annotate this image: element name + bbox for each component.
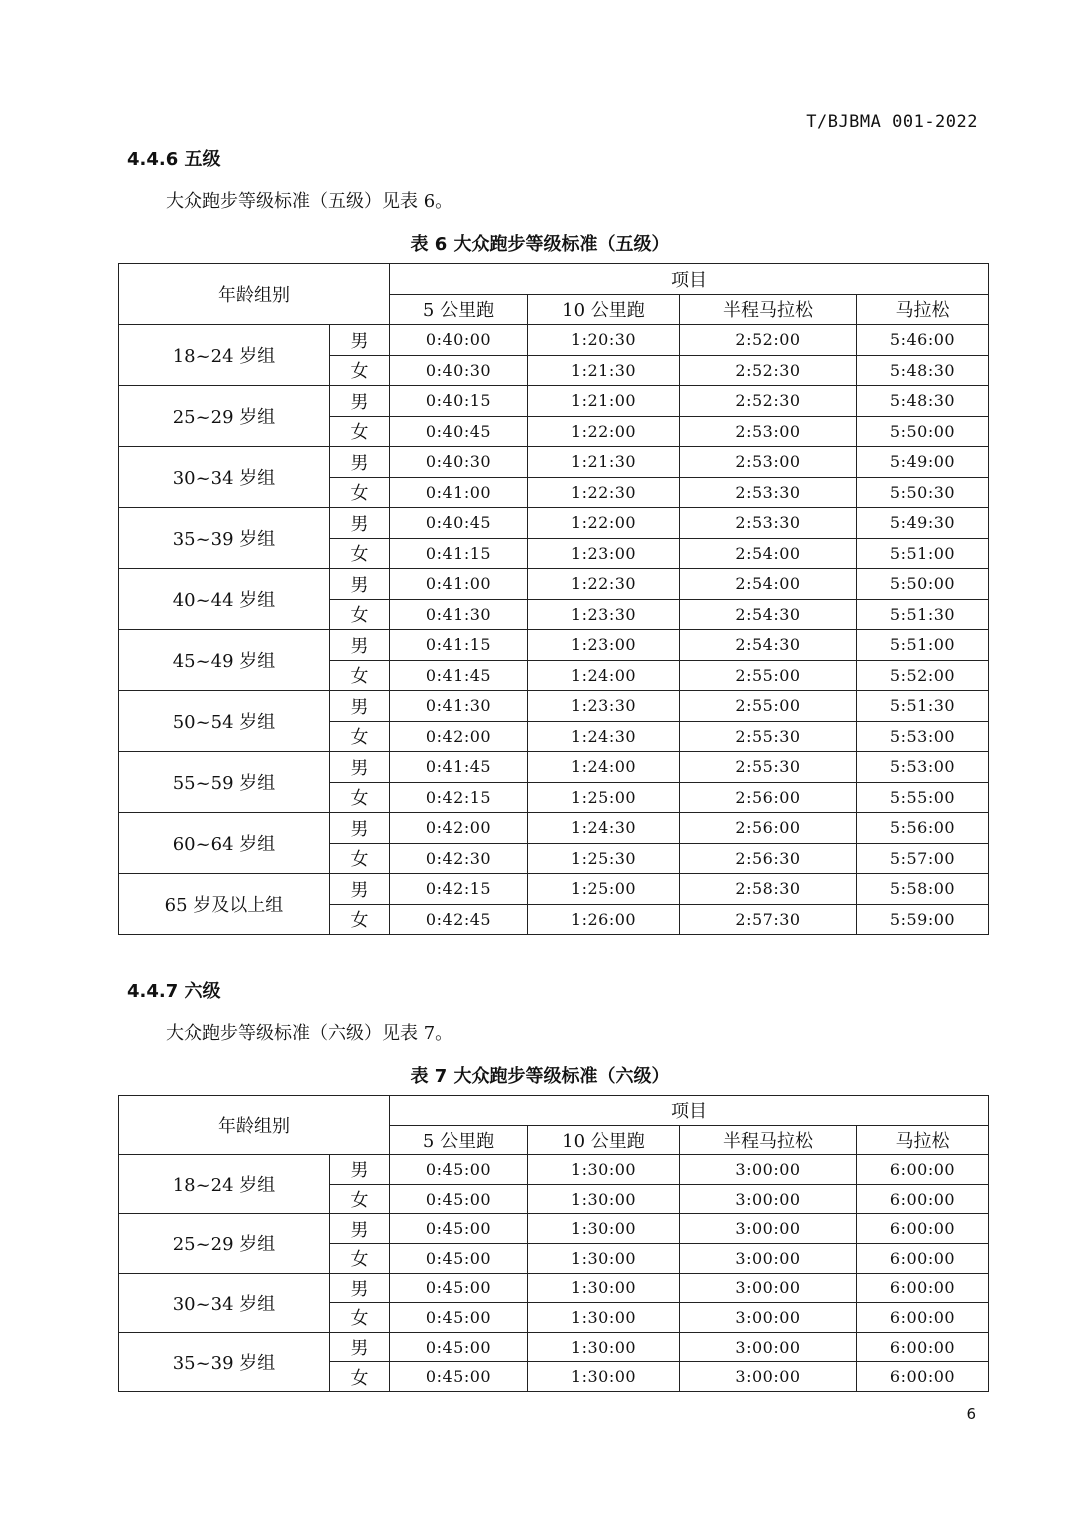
document-code: T/BJBMA 001-2022 xyxy=(806,112,978,132)
time-cell: 2:56:30 xyxy=(680,843,857,874)
time-cell: 2:53:00 xyxy=(680,447,857,478)
gender-cell: 男 xyxy=(330,630,390,661)
age-group-cell: 65 岁及以上组 xyxy=(119,874,330,935)
time-cell: 6:00:00 xyxy=(857,1332,989,1362)
time-cell: 6:00:00 xyxy=(857,1362,989,1392)
time-cell: 0:41:45 xyxy=(390,660,528,691)
time-cell: 5:53:00 xyxy=(857,721,989,752)
time-cell: 2:55:30 xyxy=(680,752,857,783)
event-column-header: 半程马拉松 xyxy=(680,294,857,325)
time-cell: 1:24:00 xyxy=(528,660,680,691)
age-group-header: 年龄组别 xyxy=(119,1096,390,1155)
table-row xyxy=(119,1155,989,1185)
time-cell: 3:00:00 xyxy=(680,1303,857,1333)
table-row xyxy=(119,813,989,844)
time-cell: 5:59:00 xyxy=(857,904,989,935)
time-cell: 1:23:00 xyxy=(528,630,680,661)
table-row xyxy=(119,447,989,478)
time-cell: 0:41:45 xyxy=(390,752,528,783)
event-column-header: 马拉松 xyxy=(857,1125,989,1155)
gender-cell: 女 xyxy=(330,355,390,386)
time-cell: 0:41:00 xyxy=(390,569,528,600)
section-paragraph-4-4-6: 大众跑步等级标准（五级）见表 6。 xyxy=(166,191,454,212)
gender-cell: 女 xyxy=(330,477,390,508)
time-cell: 6:00:00 xyxy=(857,1155,989,1185)
time-cell: 5:58:00 xyxy=(857,874,989,905)
gender-cell: 男 xyxy=(330,508,390,539)
time-cell: 3:00:00 xyxy=(680,1184,857,1214)
age-group-cell: 60~64 岁组 xyxy=(119,813,330,874)
gender-cell: 女 xyxy=(330,782,390,813)
time-cell: 1:21:00 xyxy=(528,386,680,417)
time-cell: 6:00:00 xyxy=(857,1303,989,1333)
time-cell: 2:55:00 xyxy=(680,660,857,691)
time-cell: 1:24:30 xyxy=(528,813,680,844)
gender-cell: 男 xyxy=(330,691,390,722)
time-cell: 0:42:15 xyxy=(390,874,528,905)
time-cell: 2:53:00 xyxy=(680,416,857,447)
time-cell: 2:52:00 xyxy=(680,325,857,356)
time-cell: 0:40:00 xyxy=(390,325,528,356)
time-cell: 2:55:00 xyxy=(680,691,857,722)
time-cell: 0:42:00 xyxy=(390,813,528,844)
time-cell: 6:00:00 xyxy=(857,1273,989,1303)
section-paragraph-4-4-7: 大众跑步等级标准（六级）见表 7。 xyxy=(166,1023,454,1044)
gender-cell: 女 xyxy=(330,843,390,874)
age-group-cell: 18~24 岁组 xyxy=(119,1155,330,1214)
time-cell: 1:30:00 xyxy=(528,1303,680,1333)
table-row xyxy=(119,1214,989,1244)
time-cell: 3:00:00 xyxy=(680,1332,857,1362)
items-header: 项目 xyxy=(390,1096,989,1126)
event-column-header: 5 公里跑 xyxy=(390,1125,528,1155)
gender-cell: 男 xyxy=(330,386,390,417)
gender-cell: 女 xyxy=(330,721,390,752)
time-cell: 1:21:30 xyxy=(528,447,680,478)
page-number: 6 xyxy=(966,1405,976,1423)
event-column-header: 10 公里跑 xyxy=(528,294,680,325)
time-cell: 1:20:30 xyxy=(528,325,680,356)
time-cell: 0:40:30 xyxy=(390,355,528,386)
gender-cell: 男 xyxy=(330,1155,390,1185)
time-cell: 1:22:00 xyxy=(528,508,680,539)
time-cell: 1:23:30 xyxy=(528,599,680,630)
header-row xyxy=(119,264,989,295)
gender-cell: 女 xyxy=(330,599,390,630)
time-cell: 1:30:00 xyxy=(528,1214,680,1244)
gender-cell: 女 xyxy=(330,538,390,569)
time-cell: 1:23:00 xyxy=(528,538,680,569)
table-row xyxy=(119,569,989,600)
gender-cell: 女 xyxy=(330,1362,390,1392)
age-group-cell: 30~34 岁组 xyxy=(119,447,330,508)
gender-cell: 男 xyxy=(330,813,390,844)
event-column-header: 半程马拉松 xyxy=(680,1125,857,1155)
time-cell: 3:00:00 xyxy=(680,1362,857,1392)
gender-cell: 男 xyxy=(330,1332,390,1362)
time-cell: 5:50:00 xyxy=(857,416,989,447)
time-cell: 5:48:30 xyxy=(857,355,989,386)
gender-cell: 男 xyxy=(330,874,390,905)
age-group-cell: 55~59 岁组 xyxy=(119,752,330,813)
time-cell: 1:26:00 xyxy=(528,904,680,935)
gender-cell: 女 xyxy=(330,1303,390,1333)
gender-cell: 女 xyxy=(330,416,390,447)
table-6-caption: 表 6 大众跑步等级标准（五级） xyxy=(410,234,670,255)
age-group-cell: 45~49 岁组 xyxy=(119,630,330,691)
grade-table-6 xyxy=(118,263,989,935)
time-cell: 1:30:00 xyxy=(528,1332,680,1362)
header-row xyxy=(119,1096,989,1126)
time-cell: 5:49:00 xyxy=(857,447,989,478)
event-column-header: 10 公里跑 xyxy=(528,1125,680,1155)
section-heading-4-4-7: 4.4.7 六级 xyxy=(127,981,221,1002)
time-cell: 1:25:30 xyxy=(528,843,680,874)
time-cell: 6:00:00 xyxy=(857,1243,989,1273)
time-cell: 0:42:00 xyxy=(390,721,528,752)
time-cell: 0:45:00 xyxy=(390,1362,528,1392)
time-cell: 1:30:00 xyxy=(528,1362,680,1392)
time-cell: 5:51:00 xyxy=(857,538,989,569)
age-group-cell: 50~54 岁组 xyxy=(119,691,330,752)
age-group-cell: 35~39 岁组 xyxy=(119,1332,330,1391)
time-cell: 5:50:30 xyxy=(857,477,989,508)
time-cell: 6:00:00 xyxy=(857,1214,989,1244)
time-cell: 1:22:30 xyxy=(528,569,680,600)
time-cell: 2:53:30 xyxy=(680,508,857,539)
time-cell: 5:46:00 xyxy=(857,325,989,356)
gender-cell: 女 xyxy=(330,1243,390,1273)
time-cell: 2:56:00 xyxy=(680,813,857,844)
time-cell: 2:54:30 xyxy=(680,599,857,630)
table-row xyxy=(119,691,989,722)
time-cell: 0:45:00 xyxy=(390,1184,528,1214)
time-cell: 0:45:00 xyxy=(390,1214,528,1244)
time-cell: 5:51:30 xyxy=(857,599,989,630)
time-cell: 1:23:30 xyxy=(528,691,680,722)
time-cell: 1:21:30 xyxy=(528,355,680,386)
time-cell: 3:00:00 xyxy=(680,1214,857,1244)
gender-cell: 男 xyxy=(330,325,390,356)
event-column-header: 马拉松 xyxy=(857,294,989,325)
time-cell: 2:56:00 xyxy=(680,782,857,813)
time-cell: 3:00:00 xyxy=(680,1155,857,1185)
gender-cell: 男 xyxy=(330,752,390,783)
time-cell: 3:00:00 xyxy=(680,1243,857,1273)
time-cell: 0:40:15 xyxy=(390,386,528,417)
table-row xyxy=(119,325,989,356)
time-cell: 0:42:15 xyxy=(390,782,528,813)
time-cell: 0:40:30 xyxy=(390,447,528,478)
age-group-cell: 40~44 岁组 xyxy=(119,569,330,630)
time-cell: 3:00:00 xyxy=(680,1273,857,1303)
time-cell: 0:45:00 xyxy=(390,1303,528,1333)
time-cell: 1:30:00 xyxy=(528,1155,680,1185)
time-cell: 6:00:00 xyxy=(857,1184,989,1214)
time-cell: 0:41:15 xyxy=(390,538,528,569)
table-row xyxy=(119,630,989,661)
gender-cell: 男 xyxy=(330,1273,390,1303)
gender-cell: 男 xyxy=(330,569,390,600)
table-row xyxy=(119,508,989,539)
time-cell: 1:22:30 xyxy=(528,477,680,508)
gender-cell: 女 xyxy=(330,904,390,935)
time-cell: 0:40:45 xyxy=(390,416,528,447)
time-cell: 2:52:30 xyxy=(680,355,857,386)
time-cell: 5:56:00 xyxy=(857,813,989,844)
time-cell: 2:54:00 xyxy=(680,538,857,569)
table-row xyxy=(119,386,989,417)
time-cell: 5:51:30 xyxy=(857,691,989,722)
time-cell: 5:50:00 xyxy=(857,569,989,600)
section-heading-4-4-6: 4.4.6 五级 xyxy=(127,149,221,170)
gender-cell: 女 xyxy=(330,660,390,691)
grade-table-7 xyxy=(118,1095,989,1392)
age-group-cell: 30~34 岁组 xyxy=(119,1273,330,1332)
time-cell: 0:41:30 xyxy=(390,599,528,630)
time-cell: 2:54:30 xyxy=(680,630,857,661)
time-cell: 2:54:00 xyxy=(680,569,857,600)
time-cell: 0:45:00 xyxy=(390,1155,528,1185)
age-group-cell: 25~29 岁组 xyxy=(119,386,330,447)
gender-cell: 男 xyxy=(330,447,390,478)
age-group-cell: 35~39 岁组 xyxy=(119,508,330,569)
age-group-header: 年龄组别 xyxy=(119,264,390,325)
table-row xyxy=(119,752,989,783)
table-row xyxy=(119,1273,989,1303)
time-cell: 2:58:30 xyxy=(680,874,857,905)
time-cell: 2:55:30 xyxy=(680,721,857,752)
time-cell: 1:24:30 xyxy=(528,721,680,752)
time-cell: 1:25:00 xyxy=(528,782,680,813)
time-cell: 0:45:00 xyxy=(390,1332,528,1362)
time-cell: 1:24:00 xyxy=(528,752,680,783)
time-cell: 1:25:00 xyxy=(528,874,680,905)
time-cell: 0:45:00 xyxy=(390,1243,528,1273)
time-cell: 1:30:00 xyxy=(528,1243,680,1273)
time-cell: 0:42:30 xyxy=(390,843,528,874)
time-cell: 0:40:45 xyxy=(390,508,528,539)
time-cell: 5:53:00 xyxy=(857,752,989,783)
time-cell: 2:52:30 xyxy=(680,386,857,417)
gender-cell: 女 xyxy=(330,1184,390,1214)
age-group-cell: 18~24 岁组 xyxy=(119,325,330,386)
time-cell: 5:49:30 xyxy=(857,508,989,539)
time-cell: 5:48:30 xyxy=(857,386,989,417)
items-header: 项目 xyxy=(390,264,989,295)
time-cell: 1:30:00 xyxy=(528,1273,680,1303)
table-row xyxy=(119,874,989,905)
table-row xyxy=(119,1332,989,1362)
time-cell: 5:51:00 xyxy=(857,630,989,661)
time-cell: 0:45:00 xyxy=(390,1273,528,1303)
time-cell: 1:30:00 xyxy=(528,1184,680,1214)
time-cell: 5:55:00 xyxy=(857,782,989,813)
time-cell: 0:41:15 xyxy=(390,630,528,661)
gender-cell: 男 xyxy=(330,1214,390,1244)
time-cell: 1:22:00 xyxy=(528,416,680,447)
time-cell: 0:41:00 xyxy=(390,477,528,508)
time-cell: 5:52:00 xyxy=(857,660,989,691)
event-column-header: 5 公里跑 xyxy=(390,294,528,325)
time-cell: 2:57:30 xyxy=(680,904,857,935)
time-cell: 2:53:30 xyxy=(680,477,857,508)
time-cell: 5:57:00 xyxy=(857,843,989,874)
age-group-cell: 25~29 岁组 xyxy=(119,1214,330,1273)
time-cell: 0:41:30 xyxy=(390,691,528,722)
time-cell: 0:42:45 xyxy=(390,904,528,935)
table-7-caption: 表 7 大众跑步等级标准（六级） xyxy=(410,1066,670,1087)
